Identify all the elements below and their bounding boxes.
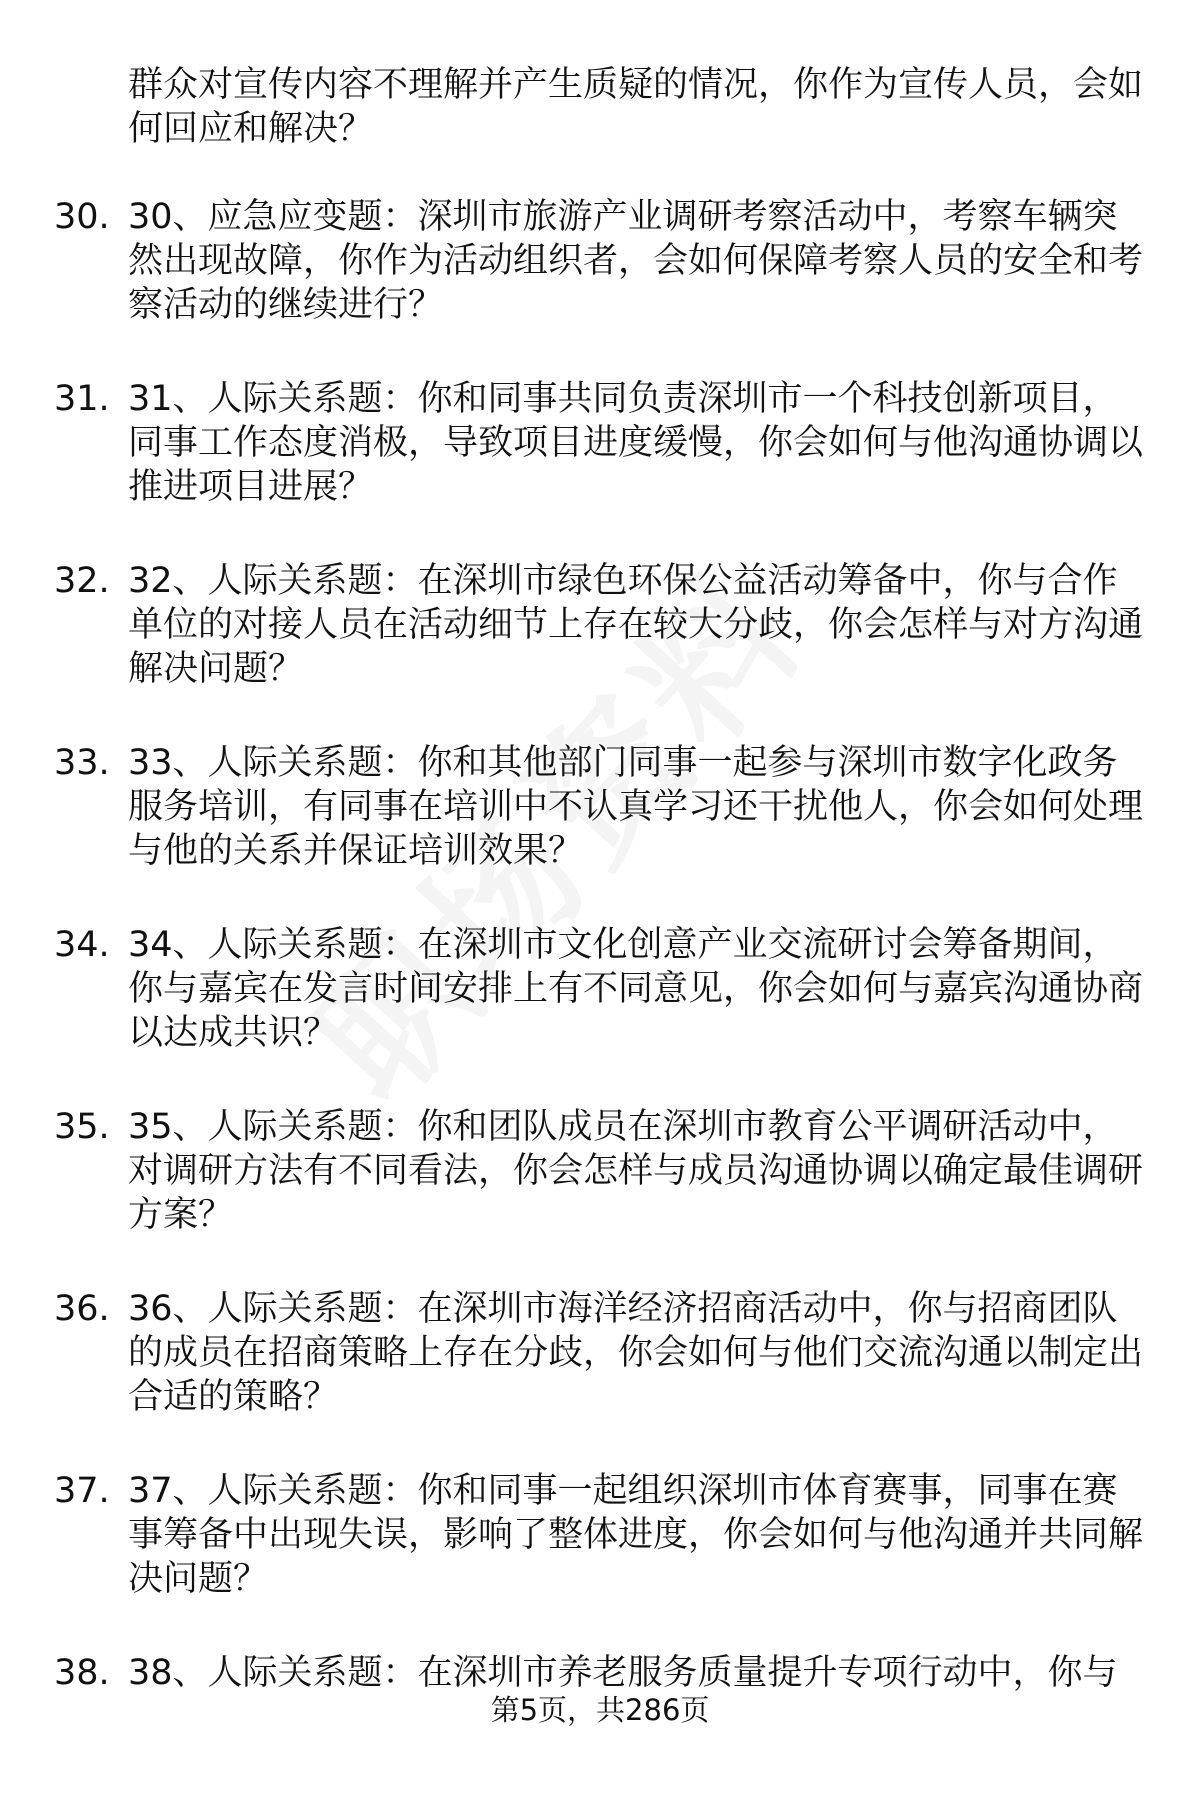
question-number: 31. bbox=[54, 379, 110, 419]
question-text: 36、人际关系题：在深圳市海洋经济招商活动中，你与招商团队的成员在招商策略上存在分歧，你会如何与他们交流沟通以制定出合适的策略？ bbox=[128, 1289, 1144, 1417]
list-item bbox=[0, 1090, 1200, 1272]
question-number: 34. bbox=[54, 925, 110, 965]
list-item bbox=[0, 908, 1200, 1090]
question-text: 37、人际关系题：你和同事一起组织深圳市体育赛事，同事在赛事筹备中出现失误，影响了整体进度，你会如何与他沟通并共同解决问题？ bbox=[128, 1471, 1144, 1599]
question-number: 35. bbox=[54, 1107, 110, 1147]
question-number: 30. bbox=[54, 197, 110, 237]
question-text: 32、人际关系题：在深圳市绿色环保公益活动筹备中，你与合作单位的对接人员在活动细节上存在较大分歧，你会怎样与对方沟通解决问题？ bbox=[128, 561, 1144, 689]
question-text: 31、人际关系题：你和同事共同负责深圳市一个科技创新项目，同事工作态度消极，导致项目进度缓慢，你会如何与他沟通协调以推进项目进展？ bbox=[128, 379, 1144, 507]
list-item bbox=[0, 180, 1200, 362]
continuation-paragraph: 群众对宣传内容不理解并产生质疑的情况，你作为宣传人员，会如何回应和解决？ bbox=[128, 65, 1144, 149]
question-number: 38. bbox=[54, 1653, 110, 1693]
question-text: 30、应急应变题：深圳市旅游产业调研考察活动中，考察车辆突然出现故障，你作为活动组织者，会如何保障考察人员的安全和考察活动的继续进行？ bbox=[128, 197, 1144, 325]
list-item bbox=[0, 1454, 1200, 1636]
question-text: 33、人际关系题：你和其他部门同事一起参与深圳市数字化政务服务培训，有同事在培训中不认真学习还干扰他人，你会如何处理与他的关系并保证培训效果？ bbox=[128, 743, 1144, 871]
question-number: 33. bbox=[54, 743, 110, 783]
question-text: 35、人际关系题：你和团队成员在深圳市教育公平调研活动中，对调研方法有不同看法，你会怎样与成员沟通协调以确定最佳调研方案？ bbox=[128, 1107, 1144, 1235]
list-item bbox=[0, 544, 1200, 726]
question-number: 37. bbox=[54, 1471, 110, 1511]
question-list bbox=[0, 180, 1200, 1818]
list-item bbox=[0, 362, 1200, 544]
question-text: 38、人际关系题：在深圳市养老服务质量提升专项行动中，你与 bbox=[128, 1653, 1118, 1693]
list-item bbox=[0, 726, 1200, 908]
question-number: 36. bbox=[54, 1289, 110, 1329]
list-item bbox=[0, 1272, 1200, 1454]
page-footer: 第5页，共286页 bbox=[490, 1693, 710, 1727]
question-number: 32. bbox=[54, 561, 110, 601]
question-text: 34、人际关系题：在深圳市文化创意产业交流研讨会筹备期间，你与嘉宾在发言时间安排上有不同意见，你会如何与嘉宾沟通协商以达成共识？ bbox=[128, 925, 1144, 1053]
